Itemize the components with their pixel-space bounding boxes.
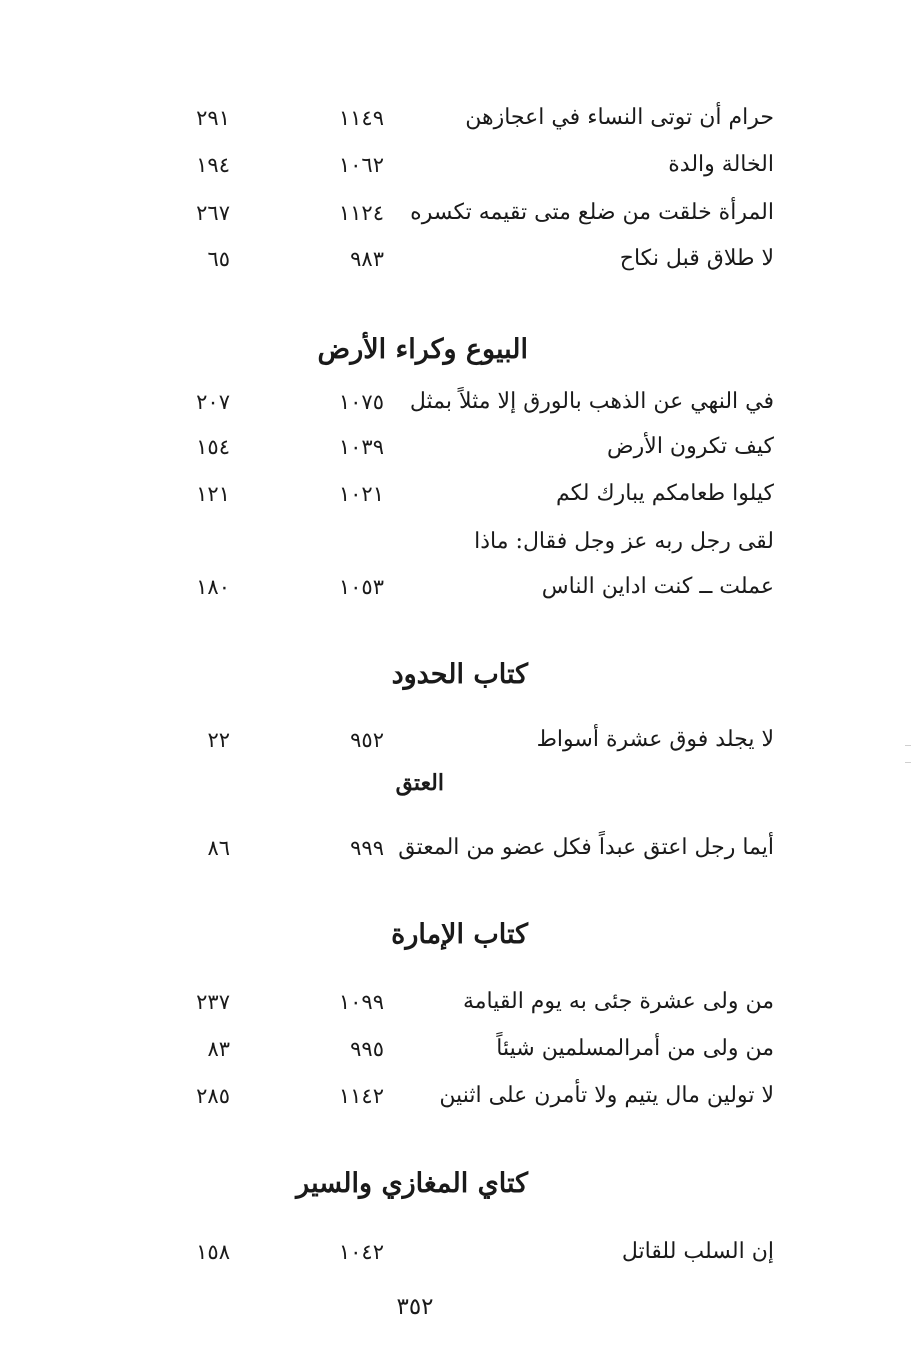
page-reference: ٨٦ [207, 836, 230, 860]
page-reference: ٢٣٧ [196, 990, 230, 1014]
entry-title: حرام أن توتى النساء في اعجازهن [465, 105, 774, 130]
section-heading: كتاب الحدود [391, 659, 528, 690]
index-entry [0, 522, 924, 562]
index-entry [0, 1232, 924, 1272]
entry-title: من ولى عشرة جئى به يوم القيامة [462, 989, 774, 1014]
page-reference: ٢٩١ [196, 106, 230, 130]
hadith-number: ١٠٥٣ [338, 575, 384, 599]
hadith-number: ٩٥٢ [350, 728, 384, 752]
hadith-number: ٩٩٥ [350, 1037, 384, 1061]
index-entry [0, 98, 924, 138]
section-heading: كتاب الإمارة [391, 919, 528, 950]
entry-title: عملت ــ كنت اداين الناس [541, 574, 774, 599]
section-heading: كتاي المغازي والسير [296, 1168, 528, 1199]
section-heading: البيوع وكراء الأرض [317, 334, 528, 365]
hadith-number: ١٠٤٢ [338, 1240, 384, 1264]
page-reference: ١٢١ [196, 482, 230, 506]
hadith-number: ١١٤٩ [338, 106, 384, 130]
index-entry [0, 145, 924, 185]
entry-title: أيما رجل اعتق عبداً فكل عضو من المعتق [398, 835, 774, 860]
hadith-number: ١٠٩٩ [338, 990, 384, 1014]
page-reference: ١٨٠ [196, 575, 230, 599]
index-entry [0, 239, 924, 279]
scan-mark [905, 762, 911, 763]
index-entry [0, 193, 924, 233]
index-entry [0, 982, 924, 1022]
page-number: ٣٥٢ [396, 1294, 434, 1320]
entry-title: من ولى من أمرالمسلمين شيئاً [496, 1036, 774, 1061]
index-entry [0, 567, 924, 607]
entry-title: كيلوا طعامكم يبارك لكم [556, 481, 774, 506]
page-reference: ١٩٤ [196, 153, 230, 177]
page-reference: ٢٢ [207, 728, 230, 752]
index-entry [0, 828, 924, 868]
entry-title: لقى رجل ربه عز وجل فقال: ماذا [474, 529, 774, 554]
hadith-number: ١١٤٢ [338, 1084, 384, 1108]
index-entry [0, 382, 924, 422]
hadith-number: ١٠٧٥ [338, 390, 384, 414]
index-entry [0, 1029, 924, 1069]
index-entry [0, 1076, 924, 1116]
entry-title: كيف تكرون الأرض [607, 434, 774, 459]
hadith-number: ٩٨٣ [350, 247, 384, 271]
index-entry [0, 427, 924, 467]
hadith-number: ١٠٦٢ [338, 153, 384, 177]
entry-title: إن السلب للقاتل [621, 1239, 774, 1264]
section-subheading: العتق [395, 770, 444, 796]
hadith-number: ١٠٣٩ [338, 435, 384, 459]
entry-title: الخالة والدة [668, 152, 774, 177]
entry-title: لا يجلد فوق عشرة أسواط [536, 727, 774, 752]
entry-title: في النهي عن الذهب بالورق إلا مثلاً بمثل [409, 389, 774, 414]
entry-title: المرأة خلقت من ضلع متى تقيمه تكسره [410, 200, 774, 225]
page-reference: ٨٣ [207, 1037, 230, 1061]
page-reference: ١٥٤ [196, 435, 230, 459]
hadith-number: ١٠٢١ [338, 482, 384, 506]
hadith-number: ١١٢٤ [338, 201, 384, 225]
entry-title: لا طلاق قبل نكاح [619, 246, 774, 271]
index-entry [0, 720, 924, 760]
scan-mark [905, 745, 911, 746]
hadith-number: ٩٩٩ [350, 836, 384, 860]
entry-title: لا تولين مال يتيم ولا تأمرن على اثنين [439, 1083, 774, 1108]
index-entry [0, 474, 924, 514]
page-reference: ١٥٨ [196, 1240, 230, 1264]
page-reference: ٢٨٥ [196, 1084, 230, 1108]
page-reference: ٢٠٧ [196, 390, 230, 414]
page-reference: ٢٦٧ [196, 201, 230, 225]
page-reference: ٦٥ [207, 247, 230, 271]
